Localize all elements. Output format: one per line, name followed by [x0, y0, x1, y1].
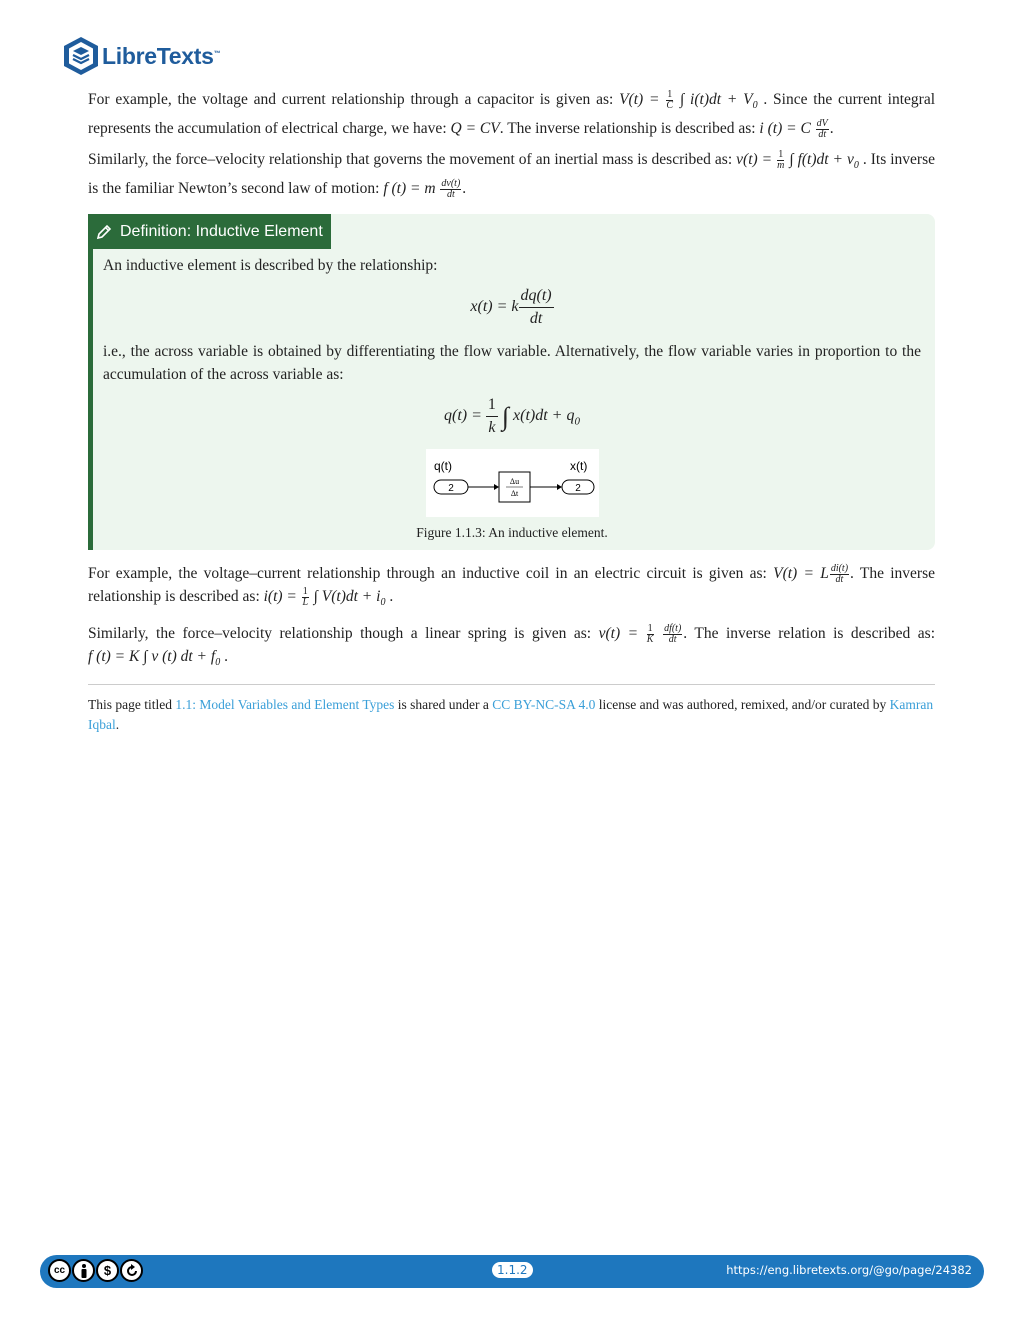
logo-text: LibreTexts™ — [102, 42, 221, 69]
paragraph-inductive-coil: For example, the voltage–current relationship through an inductive coil in an electric circuit is given as: V(t) = L $\frac{di(t)}{dt}$ . The inverse relationship is described as: i(t) = $\frac{1}{L}$ ∫ $V(t)dt + i_0$ . — [88, 563, 936, 609]
nc-icon: $ — [96, 1259, 119, 1282]
figure-inductive-element — [103, 449, 921, 544]
license-link[interactable]: CC BY-NC-SA 4.0 — [492, 697, 596, 713]
definition-title: Definition: Inductive Element — [88, 214, 331, 249]
page-number: 1.1.2 — [492, 1262, 533, 1278]
paragraph-linear-spring: Similarly, the force–velocity relationship though a linear spring is given as: v(t) = $\frac{1}{K}$ $\frac{df(t)}{dt}$ . The inverse relation is described as: f (t) = K ∫ v (t) dt + $f_0$ . — [88, 623, 936, 669]
page-footer — [40, 1255, 984, 1288]
page-content — [88, 88, 935, 735]
libretexts-logo-icon — [62, 36, 100, 76]
page-title-link[interactable]: 1.1: Model Variables and Element Types — [175, 697, 395, 713]
paragraph-capacitor: For example, the voltage and current relationship through a capacitor is given as: V(t) = $\frac{1}{C}$ ∫ $i(t)dt + V_0$ . Since the current integral represents the accumulation of electrical charge, we have: Q = CV. The inverse relationship is described as: i (t) = C $\frac{dV}{dt}$ . — [88, 88, 936, 141]
libretexts-logo[interactable] — [62, 36, 220, 76]
by-icon — [72, 1259, 95, 1282]
divider — [88, 684, 935, 685]
pencil-icon — [96, 224, 112, 240]
paragraph-inertial-mass: Similarly, the force–velocity relationship that governs the movement of an inertial mass is described as: v(t) = $\frac{1}{m}$ ∫ $f(t)dt + v_0$ . Its inverse is the familiar Newton’s second law of motion: f (t) = m $\frac{dv(t)}{dt}$ . — [88, 149, 936, 201]
input-label: q(t) — [433, 459, 452, 474]
definition-middle: i.e., the across variable is obtained by differentiating the flow variable. Alternatively, the flow variable varies in proportion to the accumulation of the across variable as: — [103, 343, 921, 384]
cc-license-badge[interactable] — [48, 1259, 143, 1282]
page-url[interactable]: https://eng.libretexts.org/@go/page/24382 — [726, 1263, 972, 1277]
block-diagram-svg — [426, 449, 599, 517]
cc-icon: cc — [48, 1259, 71, 1282]
definition-box — [88, 214, 935, 550]
block-numerator: Δu — [509, 477, 519, 487]
figure-caption: Figure 1.1.3: An inductive element. — [416, 525, 608, 541]
output-label: x(t) — [569, 459, 587, 474]
author-link[interactable]: Kamran Iqbal — [88, 697, 934, 733]
license-notice: This page titled 1.1: Model Variables and Element Types is shared under a CC BY-NC-SA 4.0 license and was authored, remixed, and/or curated by Kamran Iqbal. — [88, 697, 934, 733]
equation-inductive: x(t) = k $\frac{dq(t)}{dt}$ — [470, 287, 552, 328]
block-denominator: Δt — [510, 489, 518, 499]
output-value: 2 — [574, 483, 581, 495]
equation-inverse: q(t) = $\frac{1}{k}$ ∫ $x(t)dt + q_0$ — [444, 396, 580, 437]
block-diagram — [426, 449, 599, 517]
sa-icon — [120, 1259, 143, 1282]
input-value: 2 — [447, 483, 454, 495]
definition-intro: An inductive element is described by the relationship: — [103, 257, 438, 275]
